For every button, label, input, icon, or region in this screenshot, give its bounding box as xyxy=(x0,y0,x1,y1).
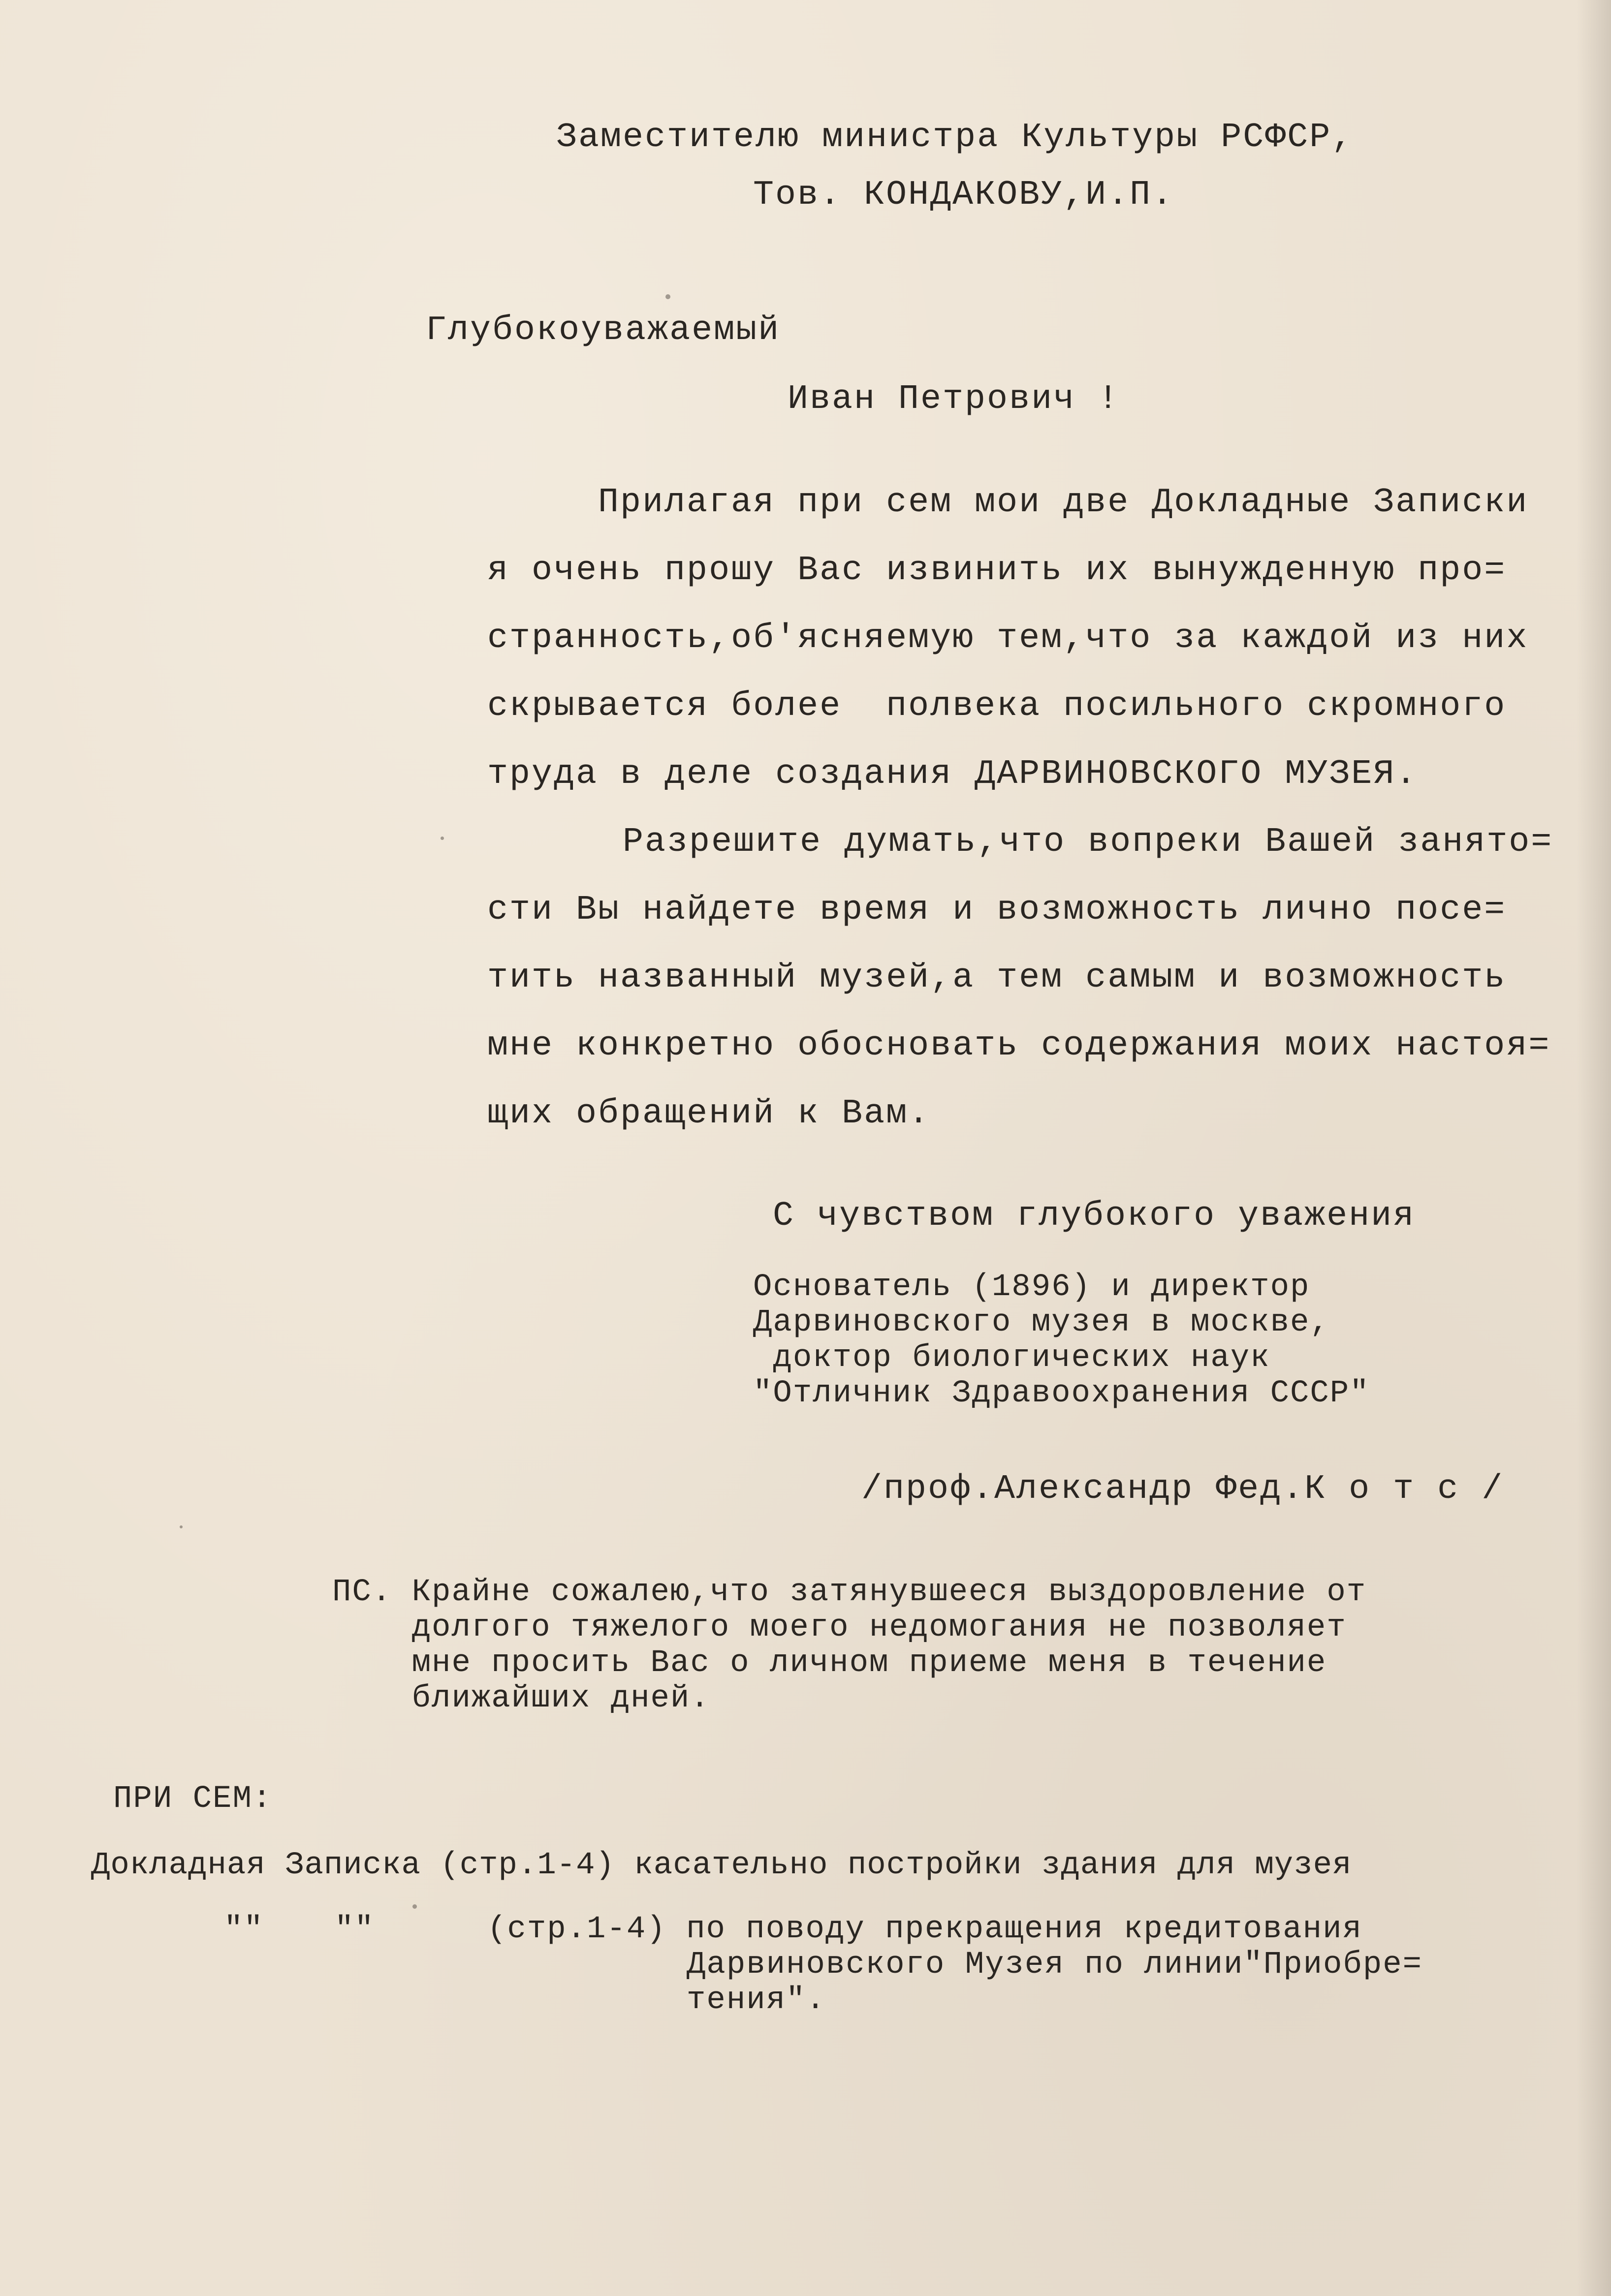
paper-speck xyxy=(665,294,670,299)
body-line-6: Разрешите думать,что вопреки Вашей занято= xyxy=(623,823,1553,862)
enclosure-item-1: Докладная Записка (стр.1-4) касательно постройки здания для музея xyxy=(91,1848,1352,1883)
postscript-line-4: ближайших дней. xyxy=(332,1681,710,1716)
closing-regards: С чувством глубокого уважения xyxy=(773,1197,1416,1236)
body-line-8: тить названный музей,а тем самым и возможность xyxy=(487,959,1507,997)
body-line-10: щих обращений к Вам. xyxy=(487,1094,931,1133)
paper-speck xyxy=(412,1904,417,1909)
signatory-title-2: Дарвиновского музея в москве, xyxy=(753,1305,1330,1340)
body-line-1: Прилагая при сем мои две Докладные Записки xyxy=(598,483,1529,522)
enclosures-heading: ПРИ СЕМ: xyxy=(113,1781,273,1817)
signatory-title-1: Основатель (1896) и директор xyxy=(753,1270,1310,1305)
enclosure-item-2-cont-1: Дарвиновского Музея по линии"Приобре= xyxy=(687,1947,1423,1983)
postscript-line-2: долгого тяжелого моего недомогания не позволяет xyxy=(332,1610,1347,1645)
enclosure-item-2-cont-2: тения". xyxy=(687,1983,826,2018)
signature-line: /проф.Александр Фед.К о т с / xyxy=(861,1470,1504,1509)
postscript-line-3: мне просить Вас о личном приеме меня в течение xyxy=(332,1645,1327,1681)
body-line-9: мне конкретно обосновать содержания моих настоя= xyxy=(487,1026,1551,1065)
addressee-line-1: Заместителю министра Культуры РСФСР, xyxy=(556,118,1354,157)
body-line-5: труда в деле создания ДАРВИНОВСКОГО МУЗЕЯ. xyxy=(487,755,1418,794)
postscript-line-1: ПС. Крайне сожалею,что затянувшееся выздоровление от xyxy=(332,1575,1367,1610)
paper-speck xyxy=(441,837,444,840)
body-line-7: сти Вы найдете время и возможность лично посе= xyxy=(487,891,1507,930)
body-line-2: я очень прошу Вас извинить их вынужденную про= xyxy=(487,551,1507,590)
salutation-line-1: Глубокоуважаемый xyxy=(426,311,781,350)
enclosure-ditto-1: "" xyxy=(224,1912,264,1947)
enclosure-item-2: (стр.1-4) по поводу прекращения кредитования xyxy=(487,1912,1362,1947)
signatory-title-4: "Отличник Здравоохранения СССР" xyxy=(753,1376,1370,1411)
page-edge-shadow xyxy=(1577,0,1611,2296)
body-line-3: странность,об'ясняемую тем,что за каждой из них xyxy=(487,619,1529,658)
body-line-4: скрывается более полвека посильного скромного xyxy=(487,687,1507,726)
paper-speck xyxy=(180,1525,183,1528)
enclosure-ditto-2: "" xyxy=(335,1912,375,1947)
addressee-line-2: Тов. КОНДАКОВУ,И.П. xyxy=(753,176,1174,215)
signatory-title-3: доктор биологических наук xyxy=(753,1340,1270,1376)
salutation-line-2: Иван Петрович ! xyxy=(788,380,1120,419)
